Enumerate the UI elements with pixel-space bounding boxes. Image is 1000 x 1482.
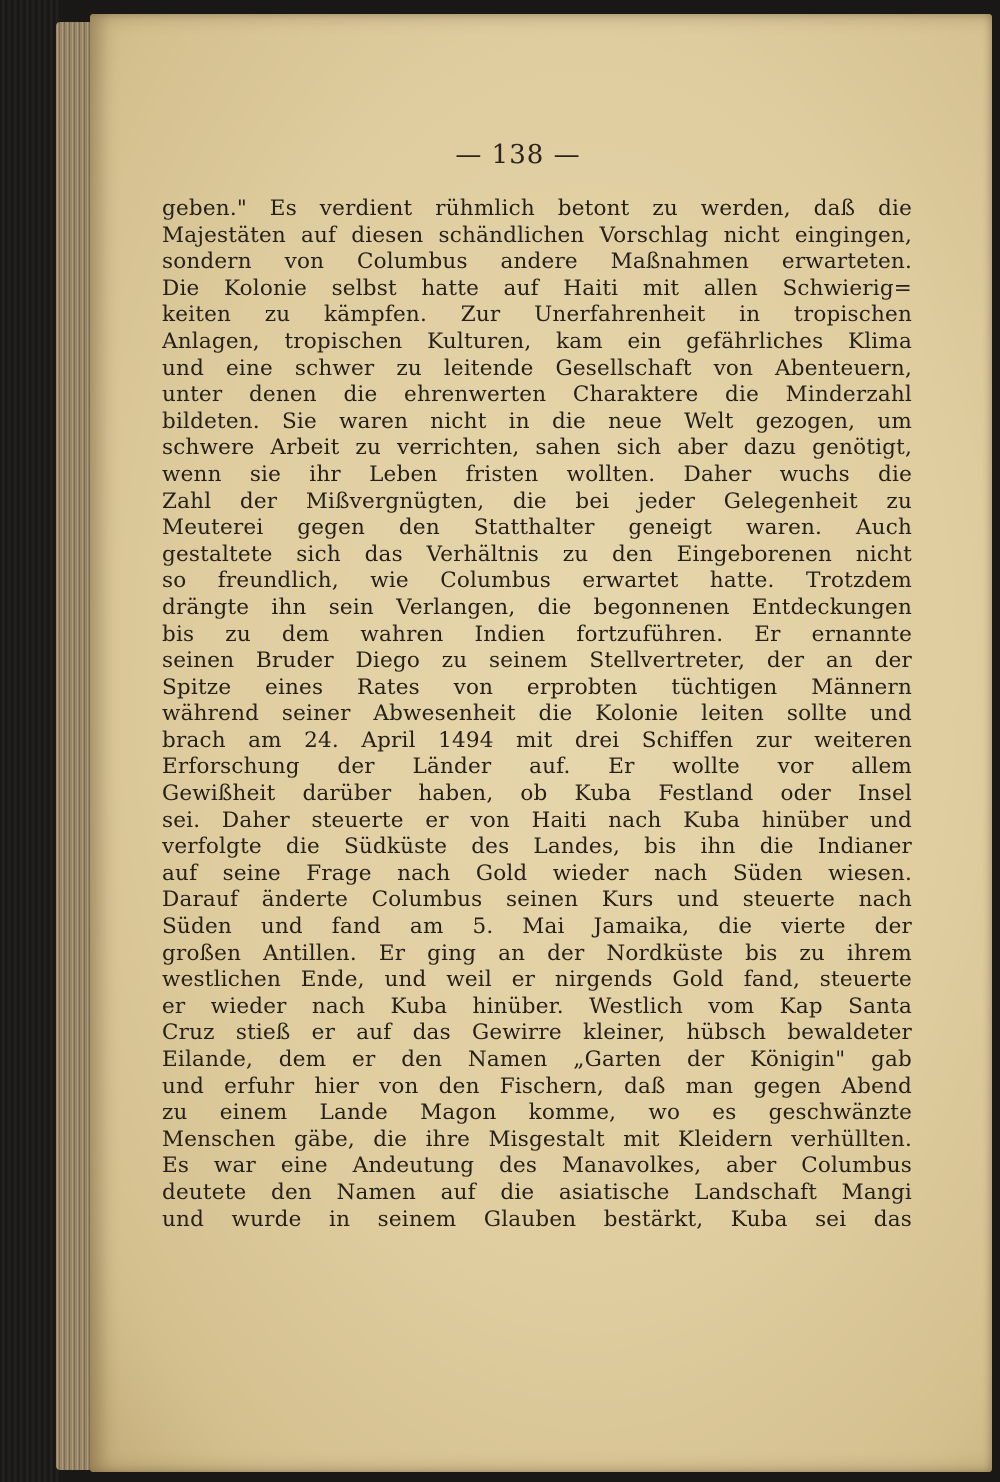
text-line: und eine schwer zu leitende Gesellschaft von Abenteuern, — [162, 355, 912, 381]
text-line: keiten zu kämpfen. Zur Unerfahrenheit in tropischen — [162, 302, 912, 328]
text-line: Es war eine Andeutung des Manavolkes, aber Columbus — [162, 1153, 912, 1179]
text-line: zu einem Lande Magon komme, wo es geschwänzte — [162, 1100, 912, 1126]
text-line: seinen Bruder Diego zu seinem Stellvertreter, der an der — [162, 648, 912, 674]
text-line: drängte ihn sein Verlangen, die begonnenen Entdeckungen — [162, 594, 912, 620]
text-line: Gewißheit darüber haben, ob Kuba Festland oder Insel — [162, 781, 912, 807]
text-line: wenn sie ihr Leben fristen wollten. Daher wuchs die — [162, 461, 912, 487]
page-number: — 138 — — [455, 140, 581, 170]
text-line: während seiner Abwesenheit die Kolonie leiten sollte und — [162, 701, 912, 727]
book-cover-edge — [0, 0, 62, 1482]
text-line: und wurde in seinem Glauben bestärkt, Kuba sei das — [162, 1206, 912, 1232]
text-line: so freundlich, wie Columbus erwartet hatte. Trotzdem — [162, 568, 912, 594]
text-line: er wieder nach Kuba hinüber. Westlich vom Kap Santa — [162, 993, 912, 1019]
body-text — [162, 196, 912, 1233]
text-line: schwere Arbeit zu verrichten, sahen sich aber dazu genötigt, — [162, 435, 912, 461]
text-line: brach am 24. April 1494 mit drei Schiffen zur weiteren — [162, 727, 912, 753]
text-line: auf seine Frage nach Gold wieder nach Süden wiesen. — [162, 860, 912, 886]
text-line: Süden und fand am 5. Mai Jamaika, die vierte der — [162, 914, 912, 940]
text-line: Meuterei gegen den Statthalter geneigt waren. Auch — [162, 515, 912, 541]
text-line: bildeten. Sie waren nicht in die neue Welt gezogen, um — [162, 408, 912, 434]
text-line: Darauf änderte Columbus seinen Kurs und steuerte nach — [162, 887, 912, 913]
text-line: unter denen die ehrenwerten Charaktere die Minderzahl — [162, 382, 912, 408]
text-line: Spitze eines Rates von erprobten tüchtigen Männern — [162, 674, 912, 700]
text-line: sondern von Columbus andere Maßnahmen erwarteten. — [162, 249, 912, 275]
text-line: Die Kolonie selbst hatte auf Haiti mit allen Schwierig= — [162, 275, 912, 301]
text-line: Eilande, dem er den Namen „Garten der Königin" gab — [162, 1047, 912, 1072]
text-line: Menschen gäbe, die ihre Misgestalt mit Kleidern verhüllten. — [162, 1126, 912, 1152]
text-line: Zahl der Mißvergnügten, die bei jeder Gelegenheit zu — [162, 488, 912, 514]
text-line: sei. Daher steuerte er von Haiti nach Kuba hinüber und — [162, 807, 912, 833]
text-line: verfolgte die Südküste des Landes, bis ihn die Indianer — [162, 834, 912, 860]
text-line: Anlagen, tropischen Kulturen, kam ein gefährliches Klima — [162, 328, 912, 354]
text-line: geben." Es verdient rühmlich betont zu werden, daß die — [162, 196, 912, 221]
text-line: großen Antillen. Er ging an der Nordküste bis zu ihrem — [162, 940, 912, 966]
text-line: bis zu dem wahren Indien fortzuführen. Er ernannte — [162, 621, 912, 647]
text-line: Majestäten auf diesen schändlichen Vorschlag nicht eingingen, — [162, 222, 912, 248]
text-line: westlichen Ende, und weil er nirgends Gold fand, steuerte — [162, 967, 912, 993]
text-line: deutete den Namen auf die asiatische Landschaft Mangi — [162, 1179, 912, 1205]
text-line: gestaltete sich das Verhältnis zu den Eingeborenen nicht — [162, 541, 912, 567]
text-line: und erfuhr hier von den Fischern, daß man gegen Abend — [162, 1073, 912, 1099]
text-line: Erforschung der Länder auf. Er wollte vor allem — [162, 754, 912, 780]
text-line: Cruz stieß er auf das Gewirre kleiner, hübsch bewaldeter — [162, 1020, 912, 1046]
